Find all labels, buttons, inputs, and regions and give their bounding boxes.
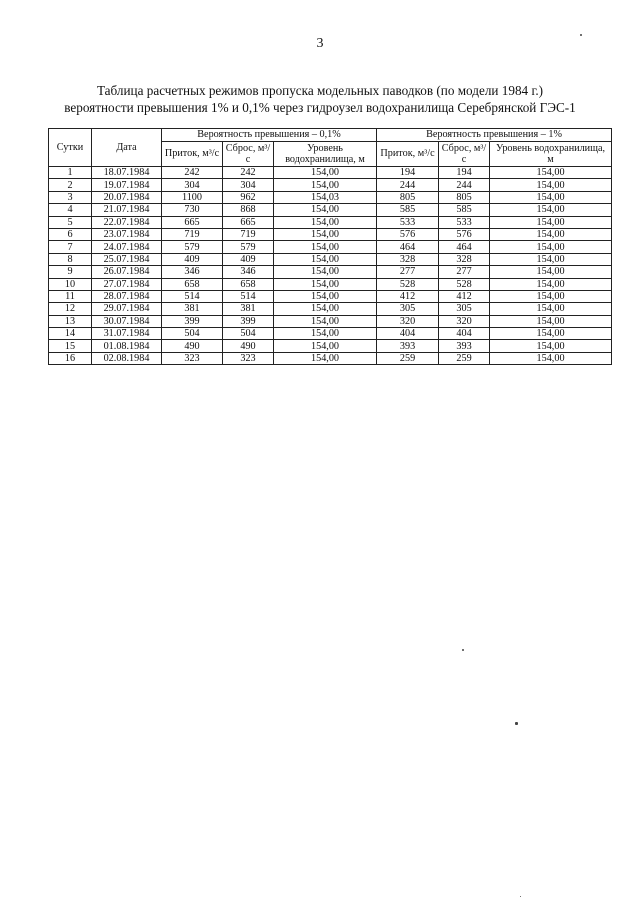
header-discharge-2: Сброс, м³/с xyxy=(439,142,490,167)
cell-discharge-2: 805 xyxy=(439,191,490,203)
cell-level-2: 154,00 xyxy=(490,241,612,253)
header-probability-0-1: Вероятность превышения – 0,1% xyxy=(162,129,377,142)
header-date: Дата xyxy=(92,129,162,167)
table-row xyxy=(49,278,612,290)
cell-discharge-2: 404 xyxy=(439,328,490,340)
cell-discharge-2: 244 xyxy=(439,179,490,191)
cell-date: 26.07.1984 xyxy=(92,266,162,278)
table-row xyxy=(49,315,612,327)
table-row xyxy=(49,266,612,278)
cell-level-1: 154,00 xyxy=(274,352,377,364)
cell-date: 22.07.1984 xyxy=(92,216,162,228)
cell-level-2: 154,00 xyxy=(490,266,612,278)
cell-discharge-1: 381 xyxy=(223,303,274,315)
cell-level-1: 154,00 xyxy=(274,253,377,265)
cell-level-1: 154,00 xyxy=(274,179,377,191)
cell-discharge-1: 346 xyxy=(223,266,274,278)
cell-date: 25.07.1984 xyxy=(92,253,162,265)
cell-discharge-2: 585 xyxy=(439,204,490,216)
cell-inflow-2: 533 xyxy=(377,216,439,228)
table-row xyxy=(49,340,612,352)
scan-speck xyxy=(580,34,582,36)
cell-level-2: 154,00 xyxy=(490,179,612,191)
cell-level-2: 154,00 xyxy=(490,204,612,216)
cell-level-1: 154,00 xyxy=(274,328,377,340)
header-discharge-1: Сброс, м³/с xyxy=(223,142,274,167)
cell-level-2: 154,00 xyxy=(490,340,612,352)
header-inflow-2: Приток, м³/с xyxy=(377,142,439,167)
cell-inflow-1: 730 xyxy=(162,204,223,216)
cell-discharge-1: 658 xyxy=(223,278,274,290)
cell-date: 02.08.1984 xyxy=(92,352,162,364)
cell-inflow-2: 244 xyxy=(377,179,439,191)
cell-day: 2 xyxy=(49,179,92,191)
cell-inflow-1: 1100 xyxy=(162,191,223,203)
cell-date: 30.07.1984 xyxy=(92,315,162,327)
cell-inflow-1: 323 xyxy=(162,352,223,364)
cell-day: 7 xyxy=(49,241,92,253)
scan-speck xyxy=(462,649,464,651)
cell-date: 28.07.1984 xyxy=(92,290,162,302)
cell-level-1: 154,00 xyxy=(274,266,377,278)
table-body xyxy=(49,167,612,365)
cell-inflow-2: 464 xyxy=(377,241,439,253)
cell-day: 5 xyxy=(49,216,92,228)
table-row xyxy=(49,241,612,253)
cell-level-2: 154,00 xyxy=(490,216,612,228)
cell-date: 23.07.1984 xyxy=(92,228,162,240)
cell-level-1: 154,00 xyxy=(274,290,377,302)
cell-inflow-1: 409 xyxy=(162,253,223,265)
cell-discharge-1: 409 xyxy=(223,253,274,265)
cell-day: 13 xyxy=(49,315,92,327)
cell-inflow-1: 399 xyxy=(162,315,223,327)
table-row xyxy=(49,216,612,228)
table-row xyxy=(49,167,612,179)
cell-level-2: 154,00 xyxy=(490,303,612,315)
cell-discharge-1: 579 xyxy=(223,241,274,253)
cell-discharge-1: 304 xyxy=(223,179,274,191)
header-level-2: Уровень водохранилища, м xyxy=(490,142,612,167)
cell-inflow-1: 504 xyxy=(162,328,223,340)
cell-day: 11 xyxy=(49,290,92,302)
cell-level-2: 154,00 xyxy=(490,328,612,340)
cell-level-2: 154,00 xyxy=(490,228,612,240)
cell-inflow-1: 658 xyxy=(162,278,223,290)
cell-day: 12 xyxy=(49,303,92,315)
cell-level-1: 154,00 xyxy=(274,167,377,179)
cell-inflow-1: 490 xyxy=(162,340,223,352)
cell-inflow-2: 305 xyxy=(377,303,439,315)
page-number: 3 xyxy=(316,36,324,51)
cell-level-2: 154,00 xyxy=(490,315,612,327)
cell-discharge-1: 868 xyxy=(223,204,274,216)
cell-day: 9 xyxy=(49,266,92,278)
cell-date: 21.07.1984 xyxy=(92,204,162,216)
cell-date: 31.07.1984 xyxy=(92,328,162,340)
cell-inflow-2: 277 xyxy=(377,266,439,278)
cell-level-1: 154,00 xyxy=(274,241,377,253)
cell-inflow-1: 242 xyxy=(162,167,223,179)
cell-inflow-1: 304 xyxy=(162,179,223,191)
cell-discharge-1: 399 xyxy=(223,315,274,327)
cell-discharge-1: 323 xyxy=(223,352,274,364)
table-row xyxy=(49,303,612,315)
cell-discharge-2: 194 xyxy=(439,167,490,179)
cell-inflow-2: 404 xyxy=(377,328,439,340)
cell-discharge-2: 328 xyxy=(439,253,490,265)
cell-day: 8 xyxy=(49,253,92,265)
title-line-1: Таблица расчетных режимов пропуска модельных паводков (по модели 1984 г.) xyxy=(96,83,544,98)
cell-level-1: 154,00 xyxy=(274,204,377,216)
cell-inflow-1: 381 xyxy=(162,303,223,315)
table-row xyxy=(49,328,612,340)
cell-discharge-2: 528 xyxy=(439,278,490,290)
cell-discharge-1: 665 xyxy=(223,216,274,228)
cell-day: 14 xyxy=(49,328,92,340)
cell-level-1: 154,00 xyxy=(274,315,377,327)
cell-discharge-2: 533 xyxy=(439,216,490,228)
cell-inflow-2: 320 xyxy=(377,315,439,327)
cell-date: 18.07.1984 xyxy=(92,167,162,179)
table-row xyxy=(49,204,612,216)
cell-discharge-2: 464 xyxy=(439,241,490,253)
cell-date: 19.07.1984 xyxy=(92,179,162,191)
header-probability-1: Вероятность превышения – 1% xyxy=(377,129,612,142)
cell-inflow-2: 576 xyxy=(377,228,439,240)
table-row xyxy=(49,352,612,364)
cell-level-2: 154,00 xyxy=(490,352,612,364)
cell-inflow-2: 393 xyxy=(377,340,439,352)
cell-discharge-2: 259 xyxy=(439,352,490,364)
cell-level-1: 154,00 xyxy=(274,228,377,240)
cell-day: 6 xyxy=(49,228,92,240)
cell-level-1: 154,00 xyxy=(274,303,377,315)
cell-inflow-2: 194 xyxy=(377,167,439,179)
scan-speck xyxy=(515,722,518,725)
cell-date: 20.07.1984 xyxy=(92,191,162,203)
cell-discharge-2: 305 xyxy=(439,303,490,315)
cell-day: 4 xyxy=(49,204,92,216)
cell-inflow-1: 346 xyxy=(162,266,223,278)
cell-level-1: 154,00 xyxy=(274,340,377,352)
cell-discharge-1: 504 xyxy=(223,328,274,340)
cell-day: 3 xyxy=(49,191,92,203)
cell-inflow-2: 259 xyxy=(377,352,439,364)
cell-inflow-2: 585 xyxy=(377,204,439,216)
cell-discharge-2: 320 xyxy=(439,315,490,327)
cell-date: 27.07.1984 xyxy=(92,278,162,290)
cell-inflow-1: 665 xyxy=(162,216,223,228)
table-row xyxy=(49,179,612,191)
cell-discharge-1: 490 xyxy=(223,340,274,352)
table-title xyxy=(20,82,620,116)
cell-inflow-1: 514 xyxy=(162,290,223,302)
cell-level-1: 154,03 xyxy=(274,191,377,203)
cell-discharge-1: 242 xyxy=(223,167,274,179)
cell-day: 10 xyxy=(49,278,92,290)
cell-inflow-2: 328 xyxy=(377,253,439,265)
cell-level-2: 154,00 xyxy=(490,191,612,203)
header-level-1: Уровень водохранилища, м xyxy=(274,142,377,167)
cell-day: 1 xyxy=(49,167,92,179)
cell-inflow-2: 528 xyxy=(377,278,439,290)
title-line-2: вероятности превышения 1% и 0,1% через гидроузел водохранилища Серебрянской ГЭС-1 xyxy=(64,100,576,115)
cell-level-2: 154,00 xyxy=(490,167,612,179)
cell-date: 29.07.1984 xyxy=(92,303,162,315)
cell-date: 01.08.1984 xyxy=(92,340,162,352)
scan-speck xyxy=(520,896,521,897)
cell-level-1: 154,00 xyxy=(274,216,377,228)
cell-day: 15 xyxy=(49,340,92,352)
table-row xyxy=(49,253,612,265)
cell-inflow-2: 412 xyxy=(377,290,439,302)
cell-inflow-1: 719 xyxy=(162,228,223,240)
table-row xyxy=(49,228,612,240)
header-day: Сутки xyxy=(49,129,92,167)
cell-discharge-2: 412 xyxy=(439,290,490,302)
cell-discharge-1: 962 xyxy=(223,191,274,203)
header-inflow-1: Приток, м³/с xyxy=(162,142,223,167)
table-row xyxy=(49,290,612,302)
cell-discharge-1: 514 xyxy=(223,290,274,302)
cell-date: 24.07.1984 xyxy=(92,241,162,253)
cell-inflow-1: 579 xyxy=(162,241,223,253)
table-row xyxy=(49,191,612,203)
cell-day: 16 xyxy=(49,352,92,364)
cell-level-2: 154,00 xyxy=(490,290,612,302)
cell-level-1: 154,00 xyxy=(274,278,377,290)
flood-regime-table xyxy=(48,128,612,365)
cell-inflow-2: 805 xyxy=(377,191,439,203)
cell-discharge-2: 277 xyxy=(439,266,490,278)
cell-level-2: 154,00 xyxy=(490,278,612,290)
cell-discharge-2: 393 xyxy=(439,340,490,352)
cell-level-2: 154,00 xyxy=(490,253,612,265)
cell-discharge-2: 576 xyxy=(439,228,490,240)
cell-discharge-1: 719 xyxy=(223,228,274,240)
